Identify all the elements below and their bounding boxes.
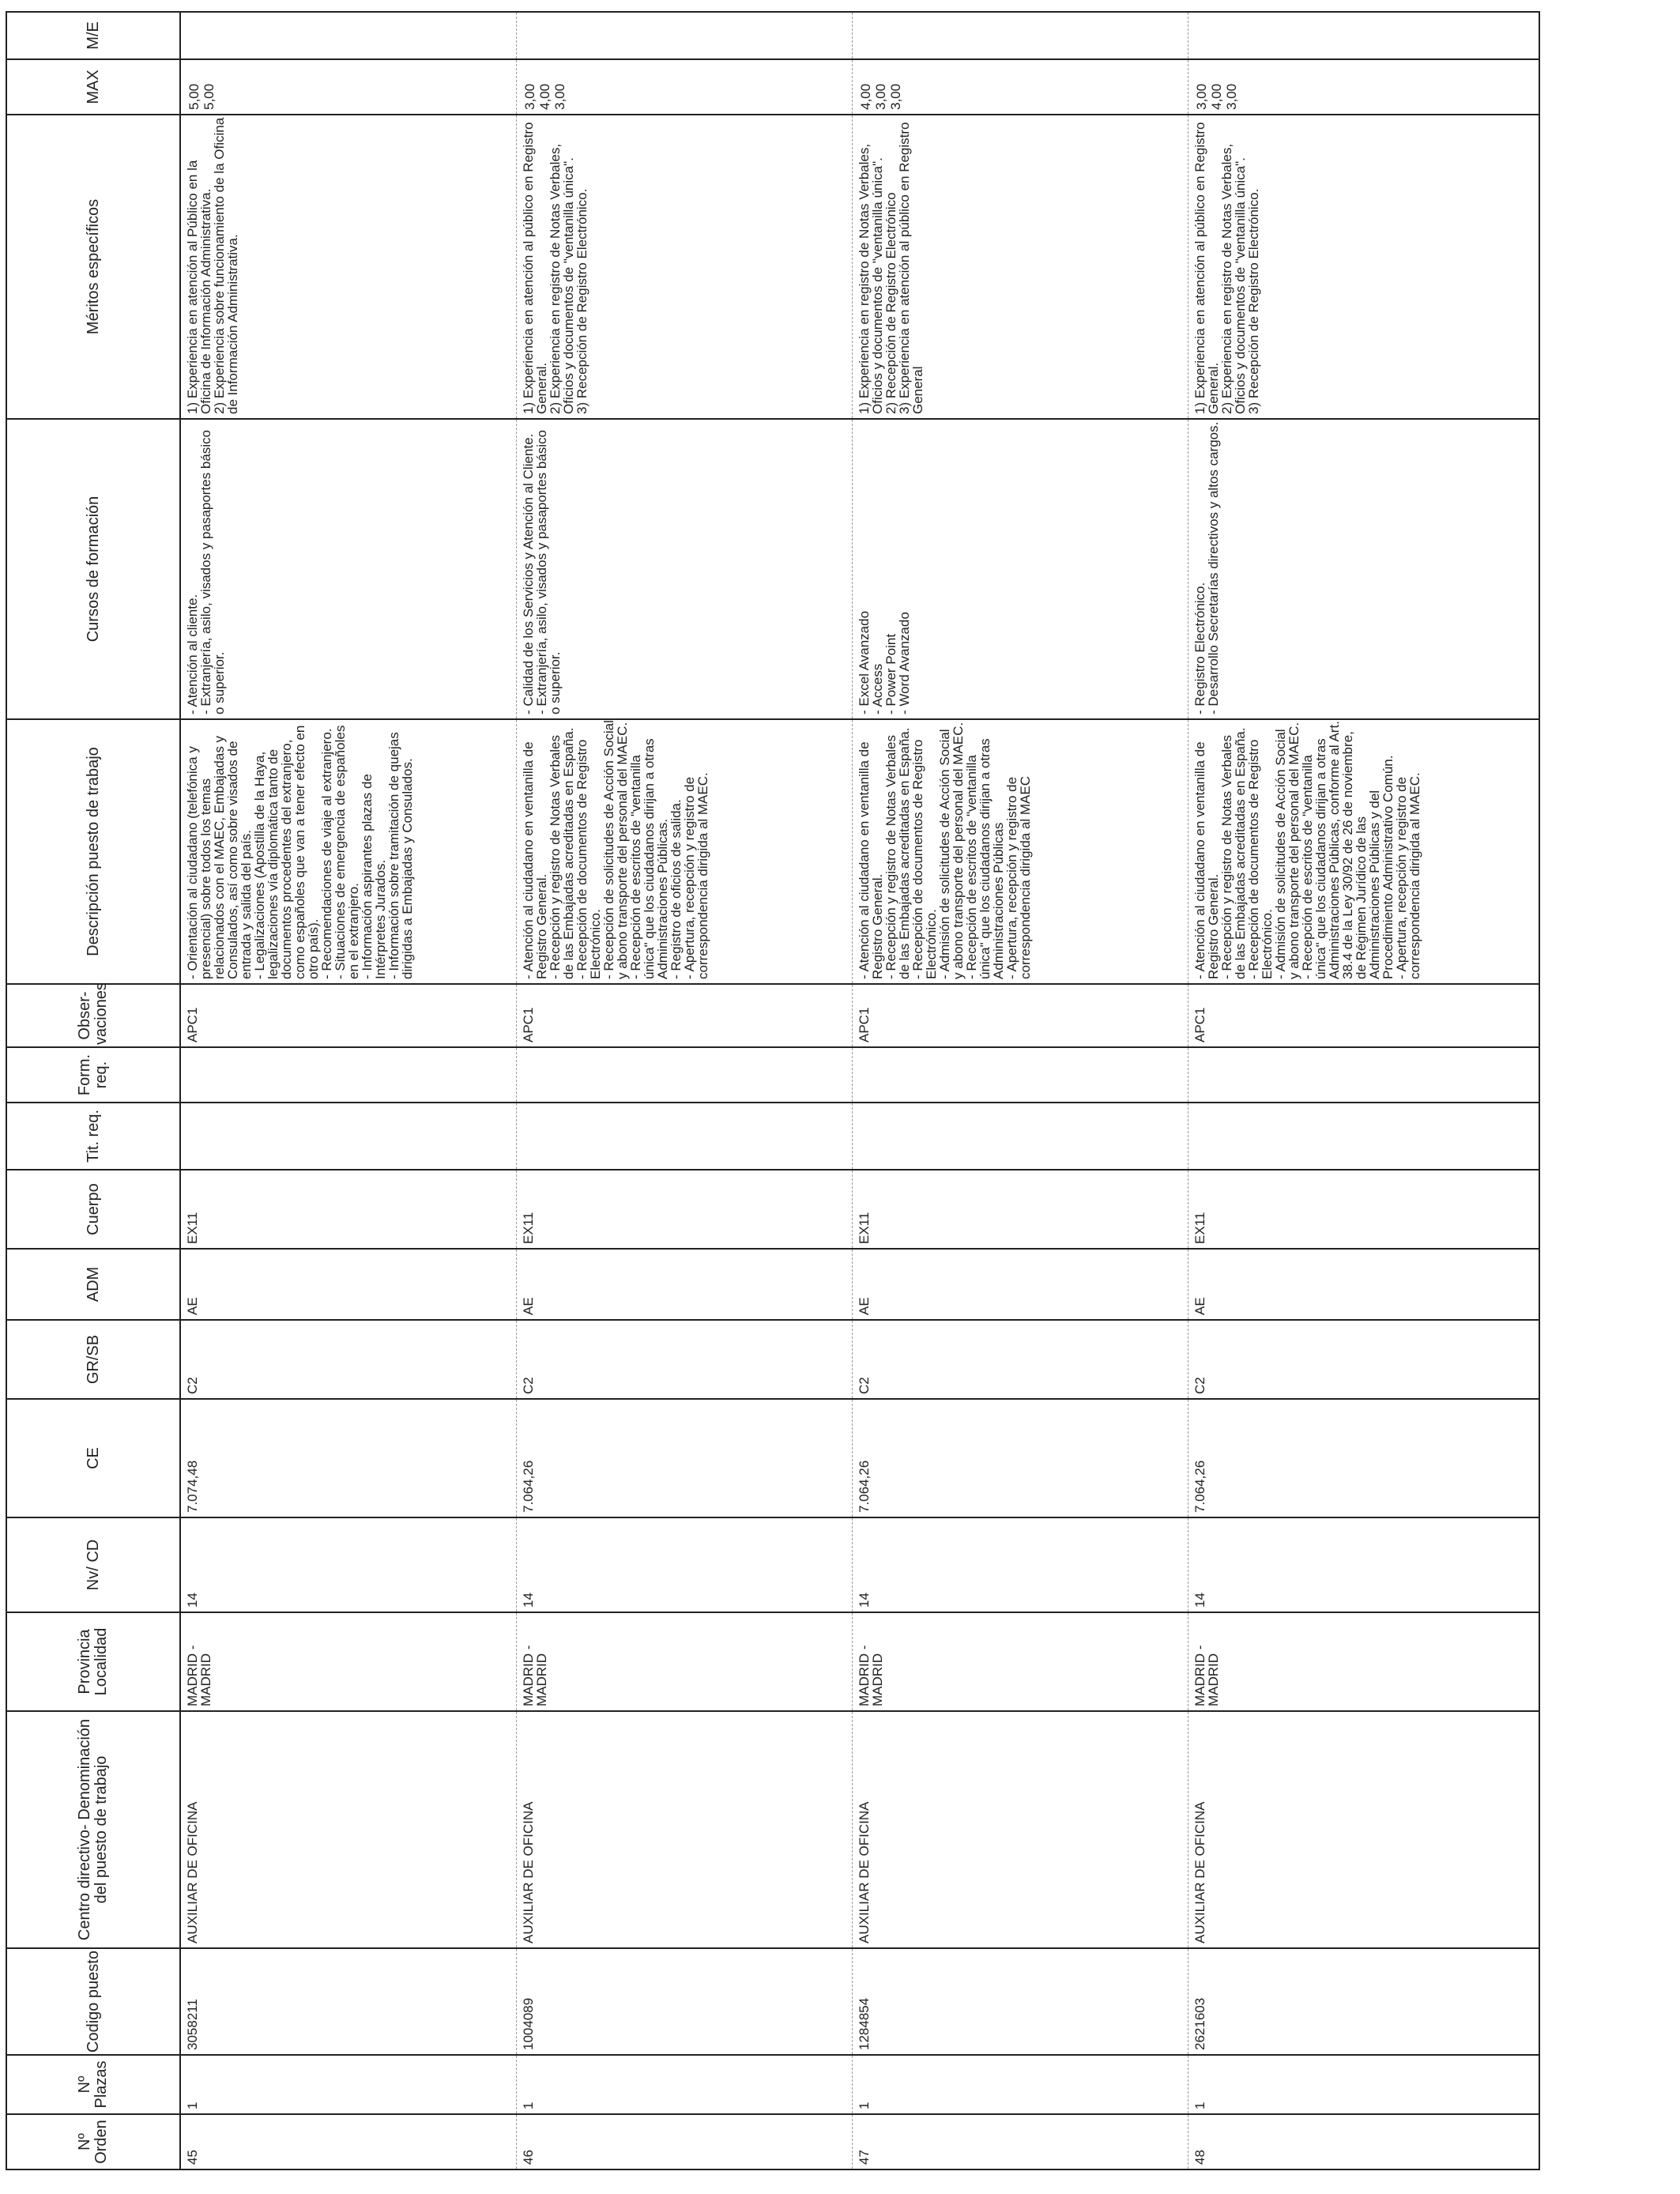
cell-formacion [180,1047,516,1103]
cell-ce: 7.064,26 [1188,1399,1539,1517]
cell-nivel: 14 [852,1517,1188,1612]
header-cursos: Cursos de formación [6,419,180,719]
cell-cuerpo: EX11 [516,1170,852,1249]
header-grupo: GR/SB [6,1320,180,1399]
cell-me [516,12,852,59]
cell-me [1188,12,1539,59]
table-row [1188,12,1539,2169]
cell-codigo: 1284854 [852,1948,1188,2055]
cell-meritos: 1) Experiencia en atención al público en Registro General. 2) Experiencia en registro de Notas Verbales, Oficios y documentos de "ventanilla única". 3) Recepción de Registro Electrónico. [516,115,852,419]
cell-plazas: 1 [180,2055,516,2114]
header-adm: ADM [6,1249,180,1320]
cell-codigo: 2621603 [1188,1948,1539,2055]
max-value: 3,00 [1193,83,1209,110]
table-row [180,12,516,2169]
header-formacion: Form. req. [6,1047,180,1103]
max-value: 5,00 [186,83,202,110]
header-nivel: Nv/ CD [6,1517,180,1612]
header-descripcion: Descripción puesto de trabajo [6,719,180,984]
cell-titulacion [516,1103,852,1170]
cell-descripcion: - Atención al ciudadano en ventanilla de Registro General. - Recepción y registro de Notas Verbales de las Embajadas acreditadas en España. - Recepción de documentos de Registro Electrónico. - Admisión de solicitudes de Acción Social y abono transporte del personal del MAEC. - Recepción de escritos de "ventanilla única" que los ciudadanos dirijan a otras Administraciones Públicas, conforme al Art. 38.4 de la Ley 30/92 de 26 de noviembre, de Régimen Jurídico de las Administraciones Públicas y del Procedimiento Administrativo Común. - Apertura, recepción y registro de correspondencia dirigida al MAEC. [1188,719,1539,984]
max-value: 3,00 [887,83,903,110]
cell-cursos: - Excel Avanzado - Access - Power Point - Word Avanzado [852,419,1188,719]
header-orden: Nº Orden [6,2114,180,2169]
max-value: 4,00 [1208,83,1224,110]
table-row [852,12,1188,2169]
cell-meritos: 1) Experiencia en atención al público en Registro General. 2) Experiencia en registro de Notas Verbales, Oficios y documentos de "ventanilla única". 3) Recepción de Registro Electrónico. [1188,115,1539,419]
cell-max [516,59,852,115]
cell-plazas: 1 [1188,2055,1539,2114]
header-titulacion: Tit. req. [6,1103,180,1170]
cell-orden: 45 [180,2114,516,2169]
cell-plazas: 1 [516,2055,852,2114]
header-codigo: Codigo puesto [6,1948,180,2055]
cell-nivel: 14 [1188,1517,1539,1612]
max-value: 4,00 [857,83,873,110]
cell-provincia: MADRID - MADRID [1188,1612,1539,1711]
cell-titulacion [1188,1103,1539,1170]
header-plazas: Nº Plazas [6,2055,180,2114]
header-me: M/E [6,12,180,59]
header-centro: Centro directivo- Denominación del puesto de trabajo [6,1711,180,1948]
cell-grupo: C2 [852,1320,1188,1399]
cell-orden: 47 [852,2114,1188,2169]
cell-adm: AE [180,1249,516,1320]
cell-me [852,12,1188,59]
job-positions-table [6,11,1540,2170]
header-row [6,12,180,2169]
max-value: 5,00 [202,83,217,110]
cell-formacion [852,1047,1188,1103]
cell-observaciones: APC1 [852,984,1188,1047]
cell-max [852,59,1188,115]
cell-centro: AUXILIAR DE OFICINA [1188,1711,1539,1948]
cell-grupo: C2 [516,1320,852,1399]
cell-meritos: 1) Experiencia en registro de Notas Verbales, Oficios y documentos de "ventanilla única". 2) Recepción de Registro Electrónico 3) Experiencia en atención al público en Registro General [852,115,1188,419]
table-row [516,12,852,2169]
max-value: 3,00 [552,83,567,110]
cell-meritos: 1) Experiencia en atención al Público en la Oficina de Información Administrativa. 2) Experiencia sobre funcionamiento de la Oficina de Información Administrativa. [180,115,516,419]
cell-adm: AE [1188,1249,1539,1320]
cell-descripcion: - Atención al ciudadano en ventanilla de Registro General. - Recepción y registro de Notas Verbales de las Embajadas acreditadas en España. - Recepción de documentos de Registro Electrónico. - Admisión de solicitudes de Acción Social y abono transporte del personal del MAEC. - Recepción de escritos de "ventanilla única" que los ciudadanos dirijan a otras Administraciones Públicas - Apertura, recepción y registro de correspondencia dirigida al MAEC [852,719,1188,984]
cell-cuerpo: EX11 [180,1170,516,1249]
cell-cursos: - Registro Electrónico. - Desarrollo Secretarías directivos y altos cargos. [1188,419,1539,719]
cell-me [180,12,516,59]
cell-plazas: 1 [852,2055,1188,2114]
cell-nivel: 14 [516,1517,852,1612]
cell-max [1188,59,1539,115]
cell-grupo: C2 [180,1320,516,1399]
cell-formacion [1188,1047,1539,1103]
cell-provincia: MADRID - MADRID [852,1612,1188,1711]
cell-ce: 7.064,26 [516,1399,852,1517]
max-value: 4,00 [537,83,552,110]
cell-grupo: C2 [1188,1320,1539,1399]
cell-ce: 7.064,26 [852,1399,1188,1517]
cell-orden: 46 [516,2114,852,2169]
cell-observaciones: APC1 [180,984,516,1047]
cell-codigo: 1004089 [516,1948,852,2055]
max-value: 3,00 [522,83,537,110]
cell-titulacion [180,1103,516,1170]
header-max: MAX [6,59,180,115]
cell-centro: AUXILIAR DE OFICINA [180,1711,516,1948]
cell-nivel: 14 [180,1517,516,1612]
cell-cursos: - Calidad de los Servicios y Atención al Cliente. - Extranjería, asilo, visados y pasaportes básico o superior. [516,419,852,719]
cell-formacion [516,1047,852,1103]
header-provincia: Provincia Localidad [6,1612,180,1711]
header-cuerpo: Cuerpo [6,1170,180,1249]
cell-max [180,59,516,115]
cell-orden: 48 [1188,2114,1539,2169]
cell-titulacion [852,1103,1188,1170]
cell-cuerpo: EX11 [1188,1170,1539,1249]
cell-cursos: - Atención al cliente. - Extranjería, asilo, visados y pasaportes básico o superior. [180,419,516,719]
cell-provincia: MADRID - MADRID [180,1612,516,1711]
max-value: 3,00 [1223,83,1239,110]
cell-cuerpo: EX11 [852,1170,1188,1249]
cell-observaciones: APC1 [516,984,852,1047]
max-value: 3,00 [872,83,888,110]
header-observaciones: Obser- vaciones [6,984,180,1047]
cell-provincia: MADRID - MADRID [516,1612,852,1711]
cell-adm: AE [852,1249,1188,1320]
cell-ce: 7.074,48 [180,1399,516,1517]
cell-centro: AUXILIAR DE OFICINA [852,1711,1188,1948]
cell-observaciones: APC1 [1188,984,1539,1047]
header-ce: CE [6,1399,180,1517]
cell-adm: AE [516,1249,852,1320]
header-meritos: Méritos específicos [6,115,180,419]
cell-descripcion: - Orientación al ciudadano (telefónica y presencial) sobre todos los temas relacionados con el MAEC, Embajadas y Consulados, así como sobre visados de entrada y salida del país. - Legalizaciones (Apostilla de la Haya, legalizaciones vía diplomática tanto de documentos procedentes del extranjero, como españoles que van a tener efecto en otro país). - Recomendaciones de viaje al extranjero. - Situaciones de emergencia de españoles en el extranjero. - Información aspirantes plazas de Intérpretes Jurados. - Información sobre tramitación de quejas dirigidas a Embajadas y Consulados. [180,719,516,984]
cell-descripcion: - Atención al ciudadano en ventanilla de Registro General. - Recepción y registro de Notas Verbales de las Embajadas acreditadas en España. - Recepción de documentos de Registro Electrónico. - Recepción de solicitudes de Acción Social y abono transporte del personal del MAEC. - Recepción de escritos de "ventanilla única" que los ciudadanos dirijan a otras Administraciones Públicas. - Registro de oficios de salida. - Apertura, recepción y registro de correspondencia dirigida al MAEC. [516,719,852,984]
cell-codigo: 3058211 [180,1948,516,2055]
cell-centro: AUXILIAR DE OFICINA [516,1711,852,1948]
